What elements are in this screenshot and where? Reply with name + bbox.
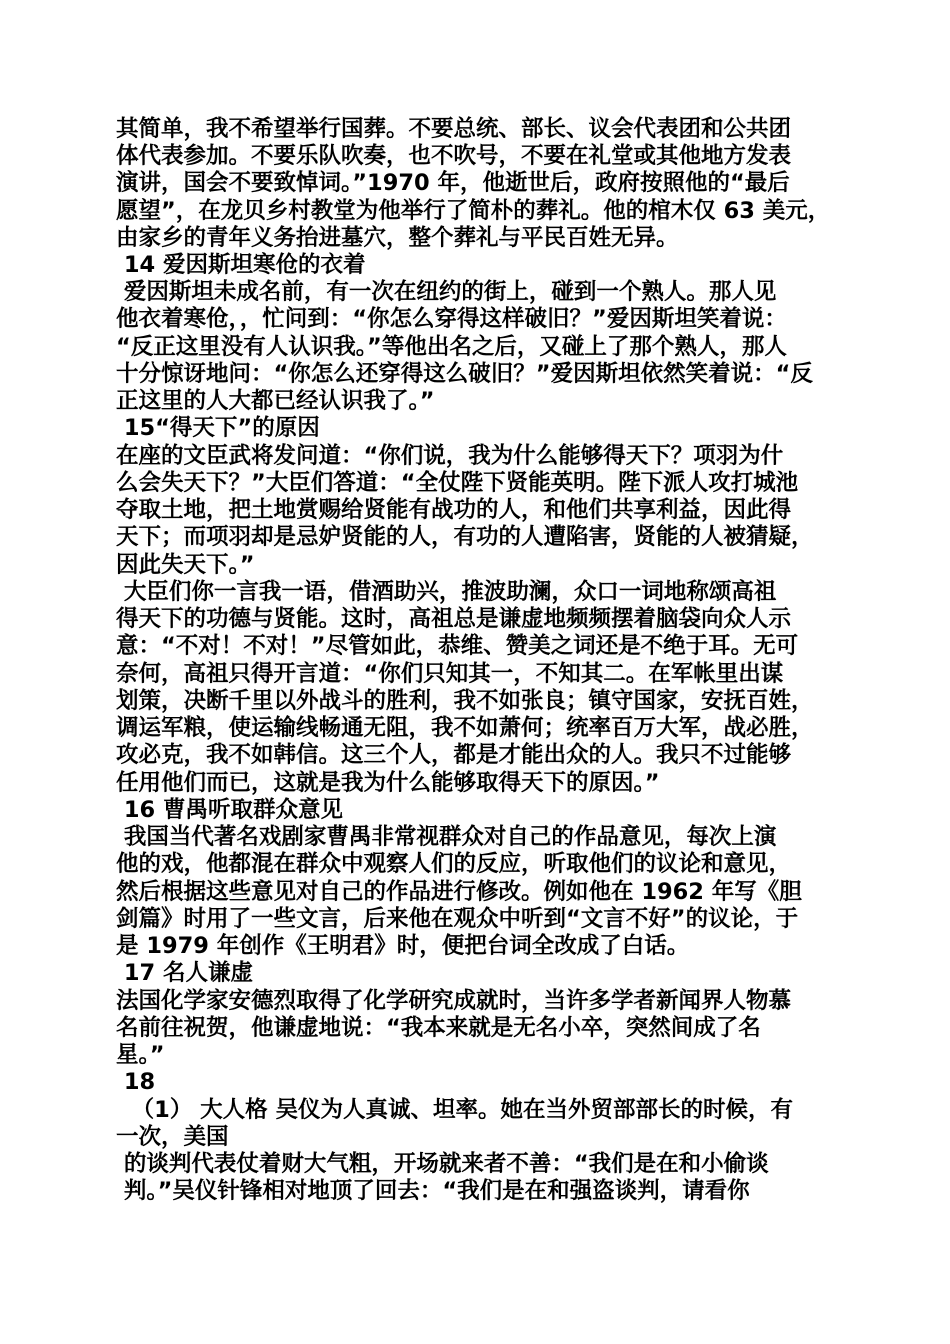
text-line: 他的戏，他都混在群众中观察人们的反应，听取他们的议论和意见， <box>116 851 792 877</box>
text-line: 名前往祝贺，他谦虚地说：“我本来就是无名小卒，突然间成了名 <box>116 1015 761 1041</box>
text-line: 他衣着寒伧，，忙问到：“你怎么穿得这样破旧？”爱因斯坦笑着说： <box>116 306 787 332</box>
text-line: 其简单，我不希望举行国葬。不要总统、部长、议会代表团和公共团 <box>116 116 792 142</box>
section-heading: 18 <box>116 1069 156 1095</box>
text-line: 大臣们你一言我一语，借酒助兴，推波助澜，众口一词地称颂高祖 <box>116 579 777 605</box>
text-line: 因此失天下。” <box>116 552 255 578</box>
text-line: 我国当代著名戏剧家曹禺非常视群众对自己的作品意见，每次上演 <box>116 824 777 850</box>
text-line: 判。”吴仪针锋相对地顶了回去：“我们是在和强盗谈判，请看你 <box>116 1178 750 1204</box>
text-line: 正这里的人大都已经认识我了。” <box>116 388 435 414</box>
text-line: 是 1979 年创作《王明君》时，便把台词全改成了白话。 <box>116 933 690 959</box>
text-line: 奈何，高祖只得开言道：“你们只知其一，不知其二。在军帐里出谋 <box>116 661 784 687</box>
text-line: 法国化学家安德烈取得了化学研究成就时，当许多学者新闻界人物慕 <box>116 988 792 1014</box>
section-heading: 17 名人谦虚 <box>116 960 253 986</box>
text-line: 么会失天下？”大臣们答道：“全仗陛下贤能英明。陛下派人攻打城池 <box>116 470 799 496</box>
text-line: 十分惊讶地问：“你怎么还穿得这么破旧？”爱因斯坦依然笑着说：“反 <box>116 361 813 387</box>
section-heading: 15“得天下”的原因 <box>116 415 320 441</box>
text-line: 得天下的功德与贤能。这时，高祖总是谦虚地频频摆着脑袋向众人示 <box>116 606 792 632</box>
text-line: 爱因斯坦未成名前，有一次在纽约的街上，碰到一个熟人。那人见 <box>116 279 777 305</box>
text-line: 在座的文臣武将发问道：“你们说，我为什么能够得天下？项羽为什 <box>116 443 784 469</box>
text-line: 任用他们而已，这就是我为什么能够取得天下的原因。” <box>116 770 660 796</box>
text-line: （1） 大人格 吴仪为人真诚、坦率。她在当外贸部部长的时候，有 <box>116 1097 793 1123</box>
text-line: 的谈判代表仗着财大气粗，开场就来者不善：“我们是在和小偷谈 <box>116 1151 769 1177</box>
text-line: 夺取土地，把土地赏赐给贤能有战功的人，和他们共享利益，因此得 <box>116 497 792 523</box>
text-line: “反正这里没有人认识我。”等他出名之后，又碰上了那个熟人，那人 <box>116 334 787 360</box>
section-heading: 16 曹禺听取群众意见 <box>116 797 343 823</box>
text-line: 调运军粮，使运输线畅通无阻，我不如萧何；统率百万大军，战必胜， <box>116 715 814 741</box>
text-line: 一次，美国 <box>116 1124 229 1150</box>
text-line: 意：“不对！不对！”尽管如此，恭维、赞美之词还是不绝于耳。无可 <box>116 633 799 659</box>
text-line: 星。” <box>116 1042 165 1068</box>
text-line: 演讲，国会不要致悼词。”1970 年，他逝世后，政府按照他的“最后 <box>116 170 790 196</box>
text-line: 体代表参加。不要乐队吹奏，也不吹号，不要在礼堂或其他地方发表 <box>116 143 792 169</box>
text-line: 由家乡的青年义务抬进墓穴，整个葬礼与平民百姓无异。 <box>116 225 679 251</box>
section-heading: 14 爱因斯坦寒伧的衣着 <box>116 252 366 278</box>
text-line: 攻必克，我不如韩信。这三个人，都是才能出众的人。我只不过能够 <box>116 742 792 768</box>
text-line: 然后根据这些意见对自己的作品进行修改。例如他在 1962 年写《胆 <box>116 879 802 905</box>
text-line: 剑篇》时用了一些文言，后来他在观众中听到“文言不好”的议论，于 <box>116 906 799 932</box>
text-line: 愿望”，在龙贝乡村教堂为他举行了简朴的葬礼。他的棺木仅 63 美元， <box>116 198 831 224</box>
text-line: 划策，决断千里以外战斗的胜利，我不如张良；镇守国家，安抚百姓， <box>116 688 814 714</box>
text-line: 天下；而项羽却是忌妒贤能的人，有功的人遭陷害，贤能的人被猜疑， <box>116 524 814 550</box>
